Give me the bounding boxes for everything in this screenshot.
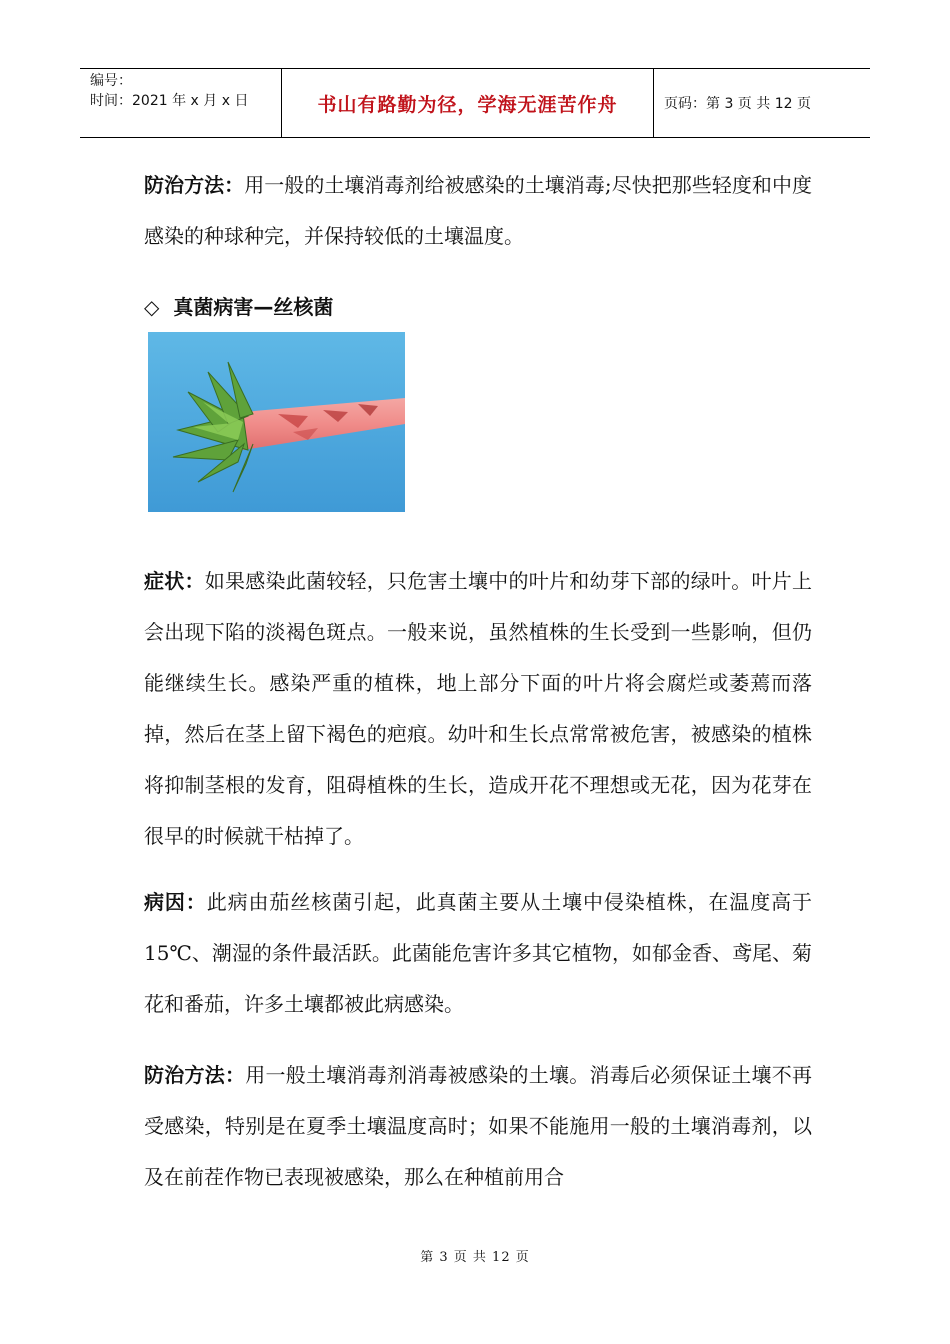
serial-label: 编号： — [90, 73, 132, 89]
control-label: 防治方法： — [144, 1063, 246, 1087]
page-footer: 第 3 页 共 12 页 — [420, 1250, 530, 1265]
motto: 书山有路勤为径，学海无涯苦作舟 — [282, 69, 654, 137]
diamond-icon: ◇ — [144, 295, 160, 319]
section-heading-title: 真菌病害—丝核菌 — [173, 295, 334, 319]
header-table — [80, 68, 870, 138]
cause-text: 此病由茄丝核菌引起，此真菌主要从土壤中侵染植株，在温度高于 15℃、潮湿的条件最活跃。此菌能危害许多其它植物，如郁金香、鸢尾、菊花和番茄，许多土壤都被此病感染。 — [144, 890, 813, 1016]
control-paragraph — [144, 1050, 812, 1203]
prev-control-label: 防治方法： — [144, 173, 245, 197]
page-info: 页码：第 3 页 共 12 页 — [664, 96, 811, 112]
control-text: 用一般土壤消毒剂消毒被感染的土壤。消毒后必须保证土壤不再受感染，特别是在夏季土壤温度高时；如果不能施用一般的土壤消毒剂，以及在前茬作物已表现被感染，那么在种植前用合 — [144, 1063, 812, 1189]
plant-photo — [148, 332, 405, 512]
time-label: 时间：2021 年 x 月 x 日 — [90, 93, 249, 109]
cause-label: 病因： — [144, 890, 207, 914]
section-heading — [144, 287, 333, 327]
prev-control-text: 用一般的土壤消毒剂给被感染的土壤消毒;尽快把那些轻度和中度感染的种球种完，并保持较低的土壤温度。 — [144, 173, 813, 248]
symptoms-label: 症状： — [144, 569, 205, 593]
symptoms-text: 如果感染此菌较轻，只危害土壤中的叶片和幼芽下部的绿叶。叶片上会出现下陷的淡褐色斑点。一般来说，虽然植株的生长受到一些影响，但仍能继续生长。感染严重的植株，地上部分下面的叶片将会腐烂或萎蔫而落掉，然后在茎上留下褐色的疤痕。幼叶和生长点常常被危害，被感染的植株将抑制茎根的发育，阻碍植株的生长，造成开花不理想或无花，因为花芽在很早的时候就干枯掉了。 — [144, 569, 812, 848]
symptoms-paragraph — [144, 556, 812, 862]
prev-control-paragraph — [144, 160, 812, 262]
header-meta — [80, 69, 282, 137]
cause-paragraph — [144, 877, 812, 1030]
